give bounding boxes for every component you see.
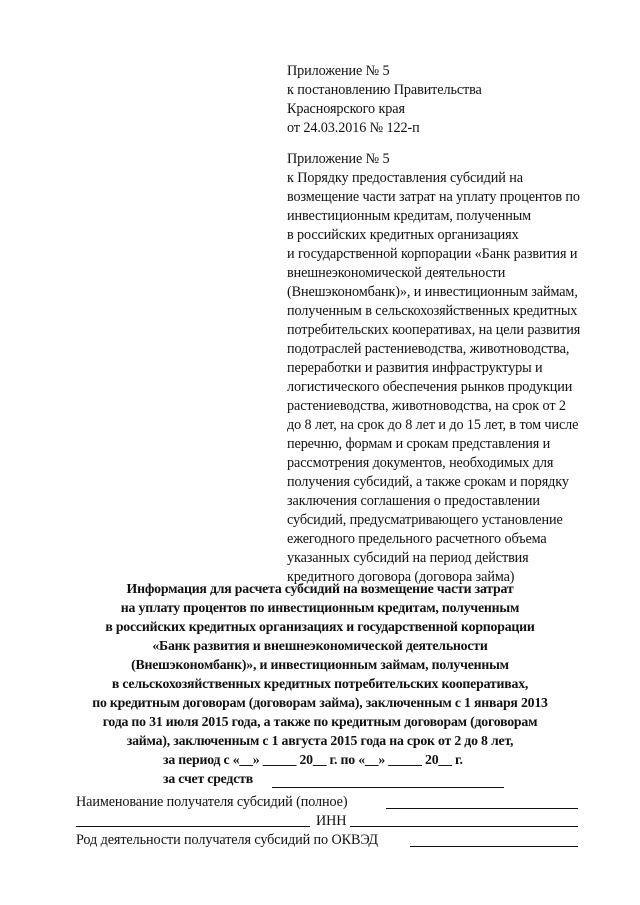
appendix-2-line: растениеводства, животноводства, на срок от 2: [287, 398, 566, 414]
appendix-2-line: подотраслей растениеводства, животноводства,: [287, 341, 570, 357]
appendix-2-line: и государственной корпорации «Банк развития и: [287, 246, 578, 262]
appendix-2-line: переработки и развития инфраструктуры и: [287, 360, 543, 376]
okved-field[interactable]: [410, 846, 578, 847]
appendix-2-line: ежегодного предельного расчетного объема: [287, 531, 547, 547]
appendix-2-line: возмещение части затрат на уплату процентов по: [287, 189, 580, 205]
appendix-2-line: до 8 лет, на срок до 8 лет и до 15 лет, в том числе: [287, 417, 579, 433]
appendix-2-line: Приложение № 5: [287, 151, 390, 167]
title-line: по кредитным договорам (договорам займа), заключенным с 1 января 2013: [92, 695, 548, 710]
appendix-2-line: субсидий, предусматривающего установление: [287, 512, 563, 528]
appendix-2-line: указанных субсидий на период действия: [287, 550, 529, 566]
title-line: (Внешэкономбанк)», и инвестиционным займам, полученным: [131, 657, 509, 672]
appendix-2-line: логистического обеспечения рынков продукции: [287, 379, 573, 395]
recipient-name-label: Наименование получателя субсидий (полное): [76, 794, 348, 810]
funds-label: за счет средств: [163, 771, 253, 786]
title-line: «Банк развития и внешнеэкономической деятельности: [152, 638, 488, 653]
okved-label: Род деятельности получателя субсидий по ОКВЭД: [76, 832, 378, 848]
appendix-2-line: внешнеэкономической деятельности: [287, 265, 506, 281]
title-line: на уплату процентов по инвестиционным кредитам, полученным: [120, 600, 520, 615]
recipient-name-field[interactable]: [386, 808, 578, 809]
funds-blank-line[interactable]: [272, 787, 504, 788]
title-line: в сельскохозяйственных кредитных потребительских кооперативах,: [111, 676, 529, 691]
appendix-1-line: Приложение № 5: [287, 63, 390, 79]
period-line: за период с «__» _____ 20__ г. по «__» _____ 20__ г.: [163, 752, 463, 767]
appendix-2-line: потребительских кооперативах, на цели развития: [287, 322, 581, 338]
appendix-2-line: кредитного договора (договора займа): [287, 569, 515, 585]
title-line: в российских кредитных организациях и государственной корпорации: [105, 619, 535, 634]
appendix-2-line: заключения соглашения о предоставлении: [287, 493, 540, 509]
appendix-2-line: получения субсидий, а также срокам и порядку: [287, 474, 569, 490]
appendix-2-line: (Внешэкономбанк)», и инвестиционным займам,: [287, 284, 578, 300]
title-line: займа), заключенным с 1 августа 2015 года на срок от 2 до 8 лет,: [126, 733, 514, 748]
appendix-2-line: к Порядку предоставления субсидий на: [287, 170, 523, 186]
title-line: Информация для расчета субсидий на возмещение части затрат: [126, 581, 514, 596]
appendix-2-line: полученным в сельскохозяйственных кредитных: [287, 303, 578, 319]
recipient-name-continuation-field[interactable]: [76, 826, 310, 827]
title-line: года по 31 июля 2015 года, а также по кредитным договорам (договорам: [102, 714, 538, 729]
inn-field[interactable]: [350, 826, 578, 827]
appendix-1-line: Красноярского края: [287, 101, 405, 117]
appendix-2-line: в российских кредитных организациях: [287, 227, 519, 243]
appendix-1-line: к постановлению Правительства: [287, 82, 482, 98]
appendix-2-line: перечню, формам и срокам представления и: [287, 436, 551, 452]
inn-label: ИНН: [316, 813, 347, 829]
appendix-2-line: инвестиционным кредитам, полученным: [287, 208, 532, 224]
appendix-2-line: рассмотрения документов, необходимых для: [287, 455, 554, 471]
appendix-1-line: от 24.03.2016 № 122-п: [287, 120, 420, 136]
